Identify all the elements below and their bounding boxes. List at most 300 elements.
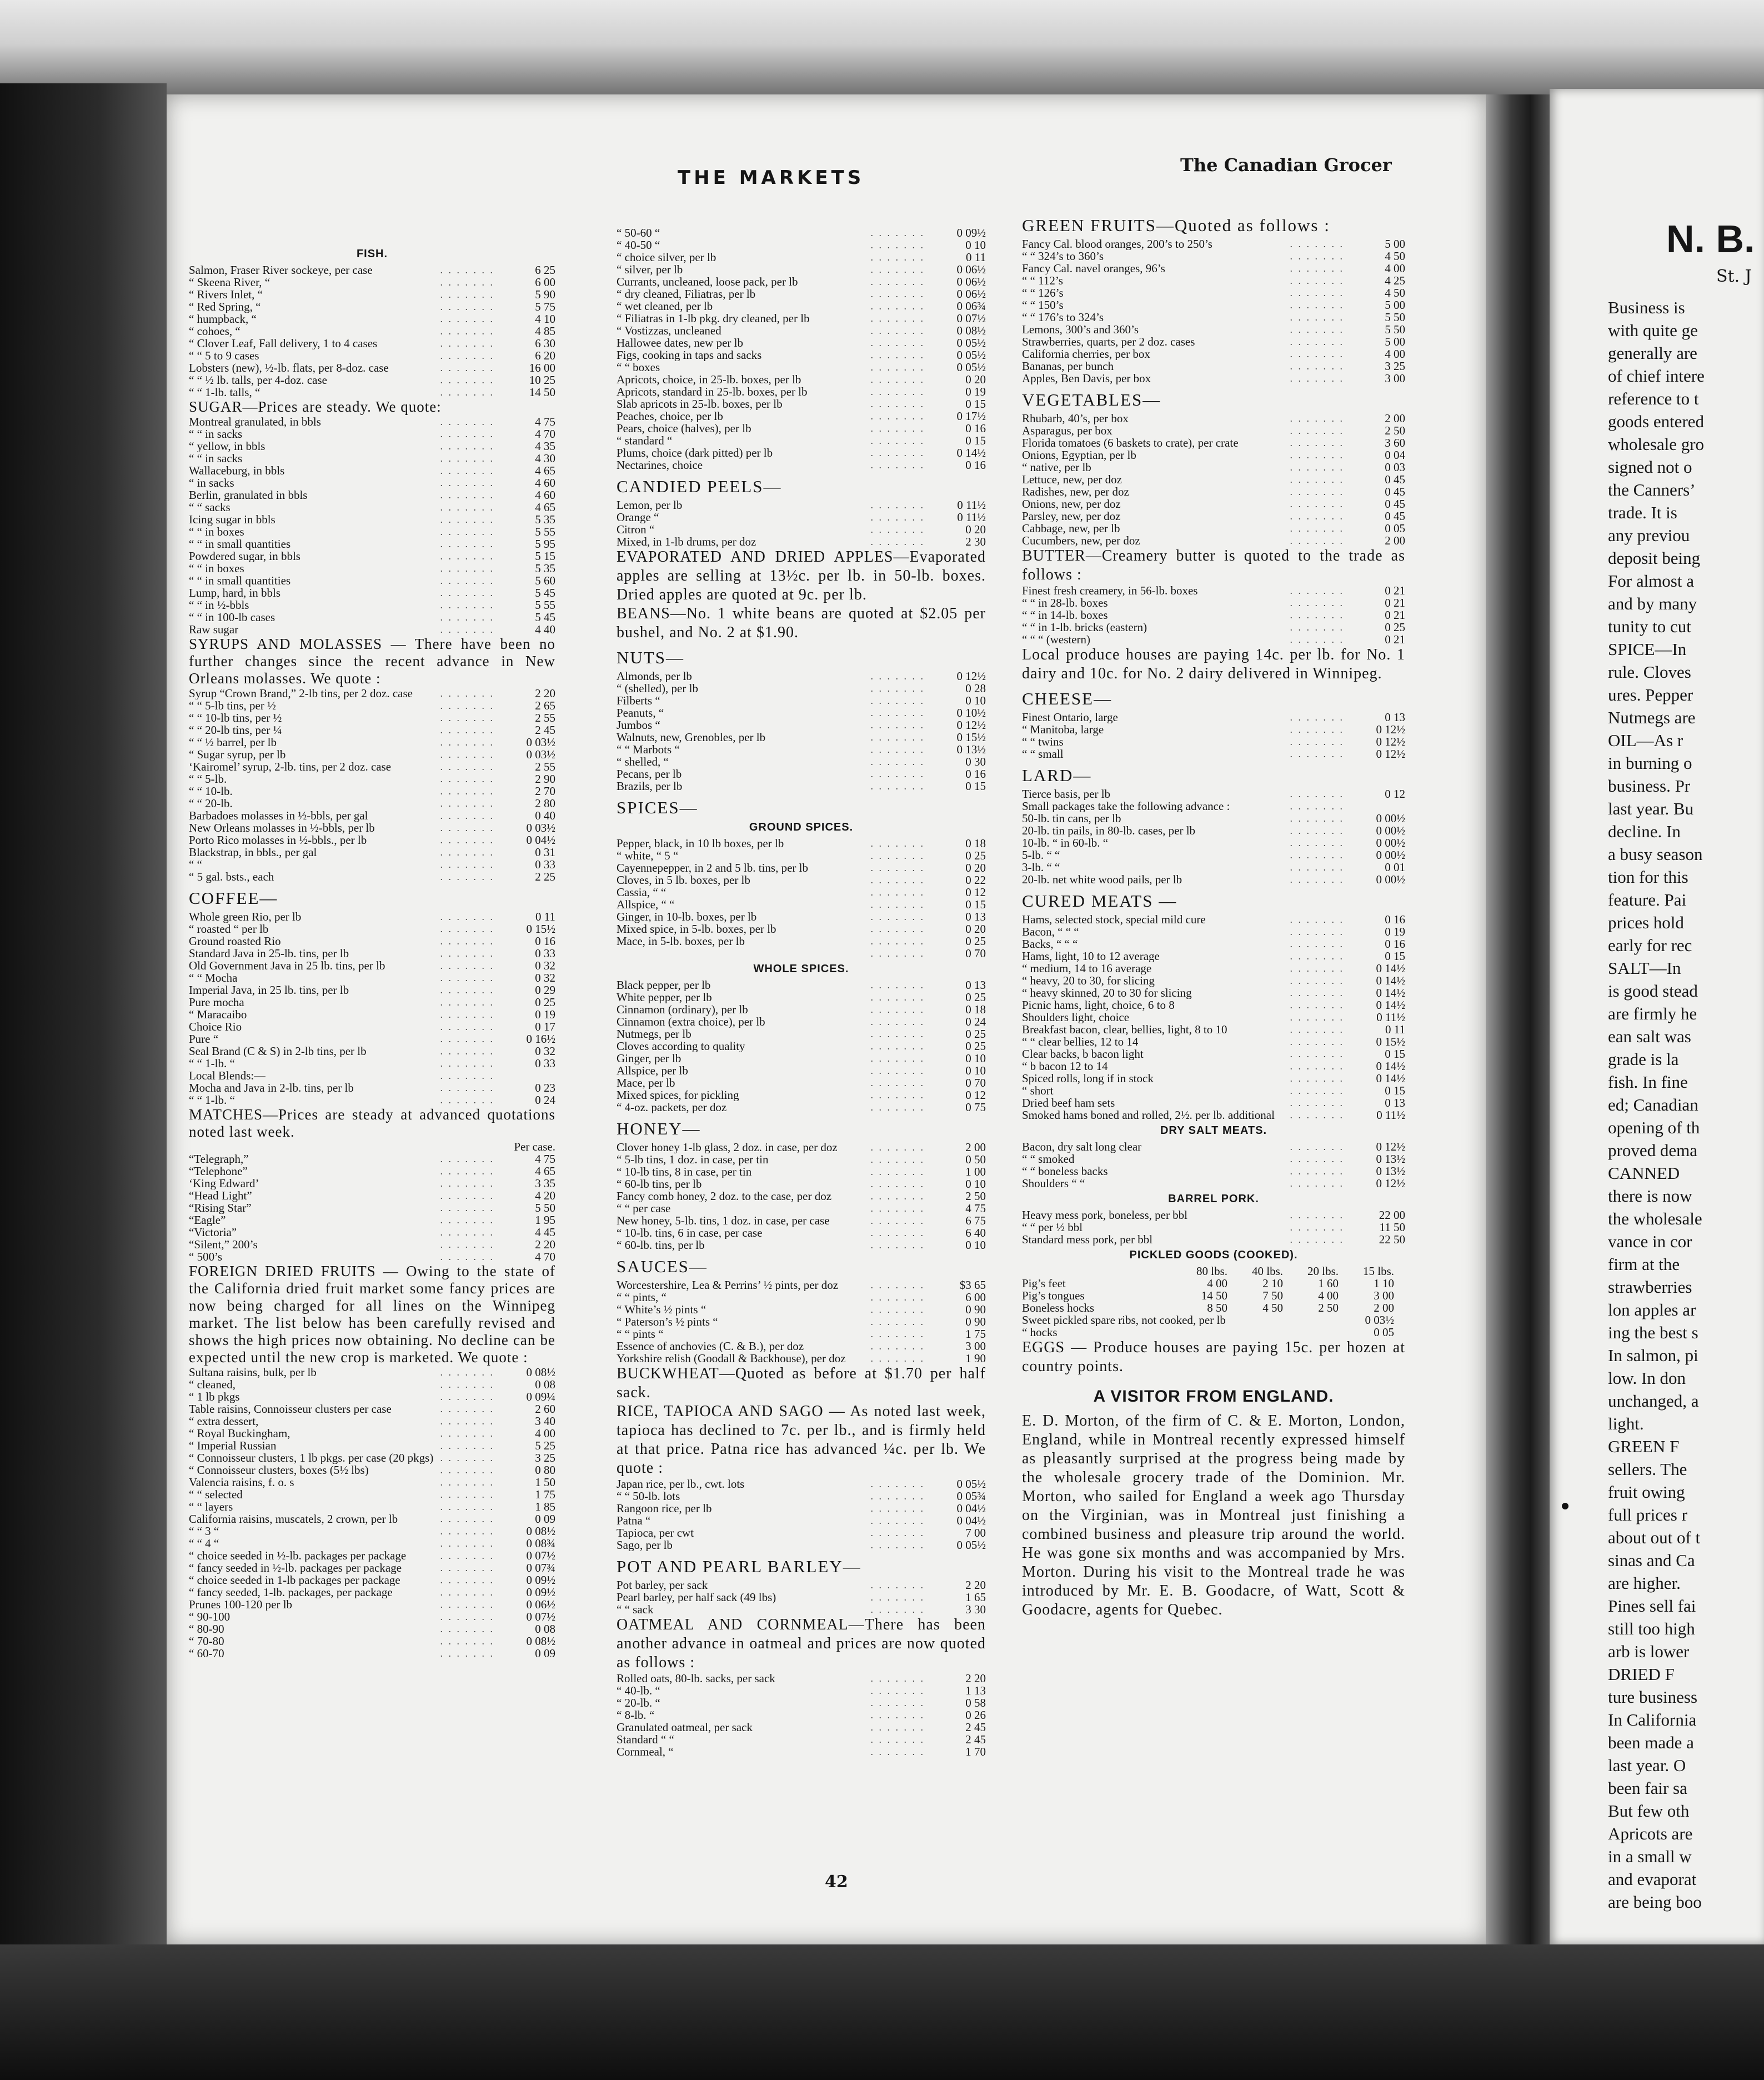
item-label: Valencia raisins, f. o. s — [189, 1476, 294, 1488]
item-label: Lobsters (new), ½-lb. flats, per 8-doz. case — [189, 362, 389, 374]
item-label: Mixed, in 1-lb drums, per doz — [617, 536, 756, 548]
item-label: Pecans, per lb — [617, 768, 682, 780]
item-label: Mixed spices, for pickling — [617, 1089, 739, 1101]
item-price: 0 13 — [1385, 1097, 1405, 1109]
item-label: Icing sugar in bbls — [189, 513, 275, 526]
item-price: 2 20 — [535, 687, 555, 699]
adjacent-page-line: DRIED F — [1608, 1664, 1675, 1684]
book-binding-gutter — [1486, 94, 1550, 1944]
leader-dots: . . . . . . . — [440, 338, 494, 349]
item-price: 0 18 — [965, 837, 986, 849]
pickled-row — [1022, 1326, 1405, 1338]
price-row — [617, 780, 986, 792]
item-price: 0 11½ — [1376, 1011, 1405, 1023]
item-price: 14 50 — [529, 386, 555, 398]
leader-dots: . . . . . . . — [440, 350, 494, 361]
adjacent-page-line: fish. In fine — [1608, 1072, 1688, 1092]
item-price: 5 55 — [535, 526, 555, 538]
item-label: “ “ 10-lb. — [189, 785, 233, 797]
item-price: 0 12 — [1385, 788, 1405, 800]
leader-dots: . . . . . . . — [870, 325, 925, 336]
price-row — [189, 1251, 555, 1263]
item-label: “ 80-90 — [189, 1623, 224, 1635]
item-label: “ Vostizzas, uncleaned — [617, 324, 721, 337]
item-price: 0 09½ — [956, 227, 986, 239]
item-price: 1 70 — [965, 1746, 986, 1758]
leader-dots: . . . . . . . — [1290, 1166, 1344, 1177]
price-row — [189, 574, 555, 587]
item-label: Slab apricots in 25-lb. boxes, per lb — [617, 398, 783, 410]
item-label: “ 20-lb. “ — [617, 1697, 660, 1709]
item-label: Japan rice, per lb., cwt. lots — [617, 1478, 745, 1490]
pickled-col-header: 80 lbs. — [1196, 1265, 1227, 1277]
item-label: “ “ 112’s — [1022, 274, 1063, 287]
item-label: “ Connoisseur clusters, boxes (5½ lbs) — [189, 1464, 369, 1476]
leader-dots: . . . . . . . — [870, 707, 925, 718]
item-label: Table raisins, Connoisseur clusters per case — [189, 1403, 392, 1415]
price-row — [189, 972, 555, 984]
item-price: 0 13½ — [1376, 1165, 1405, 1177]
leader-dots: . . . . . . . — [870, 1515, 925, 1526]
item-label: “Telephone” — [189, 1165, 248, 1177]
item-price: 5 25 — [535, 1439, 555, 1452]
leader-dots: . . . . . . . — [440, 1391, 494, 1402]
price-row — [1022, 962, 1405, 974]
price-row — [1022, 1209, 1405, 1221]
price-row — [1022, 424, 1405, 437]
adjacent-page-line: wholesale gro — [1608, 434, 1705, 454]
price-row — [189, 996, 555, 1008]
leader-dots: . . . . . . . — [1290, 1141, 1344, 1152]
item-price: 2 10 — [1262, 1277, 1283, 1289]
item-price: 1 13 — [965, 1684, 986, 1697]
item-label: Nutmegs, per lb — [617, 1028, 691, 1040]
item-label: “Eagle” — [189, 1214, 226, 1226]
item-label: Apricots, standard in 25-lb. boxes, per lb — [617, 386, 808, 398]
price-row — [617, 862, 986, 874]
leader-dots: . . . . . . . — [440, 538, 494, 549]
leader-dots: . . . . . . . — [870, 423, 925, 434]
adjacent-page-line: early for rec — [1608, 936, 1692, 955]
item-price: 0 01 — [1385, 861, 1405, 873]
item-label: “ “ selected — [189, 1488, 243, 1501]
adjacent-page-line: goods entered — [1608, 412, 1705, 431]
leader-dots: . . . . . . . — [870, 1604, 925, 1615]
price-row — [1022, 372, 1405, 384]
item-price: 0 09 — [535, 1513, 555, 1525]
leader-dots: . . . . . . . — [1290, 373, 1344, 384]
price-row — [1022, 348, 1405, 360]
price-row — [189, 288, 555, 301]
price-row — [617, 756, 986, 768]
price-row — [1022, 1097, 1405, 1109]
item-label: Pot barley, per sack — [617, 1579, 708, 1591]
item-label: Hallowee dates, new per lb — [617, 337, 743, 349]
price-row — [189, 1537, 555, 1549]
leader-dots: . . . . . . . — [870, 398, 925, 409]
leader-dots: . . . . . . . — [440, 847, 494, 858]
item-label: Citron “ — [617, 523, 655, 536]
item-price: 0 12½ — [1376, 736, 1405, 748]
price-row — [617, 1214, 986, 1227]
price-row — [617, 707, 986, 719]
item-price: 4 00 — [1385, 262, 1405, 274]
item-price: 0 08 — [535, 1378, 555, 1391]
price-row — [189, 1415, 555, 1427]
item-label: Rolled oats, 80-lb. sacks, per sack — [617, 1672, 775, 1684]
item-price: 0 23 — [535, 1082, 555, 1094]
price-row — [189, 1464, 555, 1476]
price-row — [617, 1101, 986, 1113]
item-price: $3 65 — [959, 1279, 986, 1291]
item-label: “ Sugar syrup, per lb — [189, 748, 286, 761]
price-row — [617, 1697, 986, 1709]
leader-dots: . . . . . . . — [440, 416, 494, 427]
item-price: 1 90 — [965, 1352, 986, 1364]
item-label: “ “ Marbots “ — [617, 743, 680, 756]
item-label: Mixed spice, in 5-lb. boxes, per lb — [617, 923, 776, 935]
price-row — [189, 1501, 555, 1513]
item-label: “ cohoes, “ — [189, 325, 240, 337]
price-row — [189, 337, 555, 349]
item-label: “ choice seeded in 1-lb packages per package — [189, 1574, 400, 1586]
item-price: 5 75 — [535, 301, 555, 313]
item-price: 22 50 — [1379, 1233, 1405, 1246]
item-label: “ in sacks — [189, 477, 234, 489]
price-row — [189, 1513, 555, 1525]
nuts-heading: NUTS— — [617, 648, 684, 667]
leader-dots: . . . . . . . — [440, 1452, 494, 1463]
price-row — [617, 1016, 986, 1028]
price-row — [617, 1328, 986, 1340]
item-label: Finest Ontario, large — [1022, 711, 1118, 723]
price-row — [617, 1514, 986, 1527]
price-row — [617, 447, 986, 459]
item-price: 0 13½ — [956, 743, 986, 756]
adjacent-page-line: Apricots are — [1608, 1824, 1693, 1843]
price-row — [189, 374, 555, 386]
price-row — [1022, 1109, 1405, 1121]
price-row — [1022, 498, 1405, 510]
item-price: 0 20 — [965, 862, 986, 874]
item-label: “Telegraph,” — [189, 1153, 249, 1165]
leader-dots: . . . . . . . — [1290, 849, 1344, 861]
leader-dots: . . . . . . . — [1290, 275, 1344, 286]
item-label: “ choice silver, per lb — [617, 251, 716, 263]
leader-dots: . . . . . . . — [1290, 724, 1344, 735]
column-2 — [617, 227, 986, 1758]
adjacent-page-line: OIL—As r — [1608, 731, 1683, 750]
leader-dots: . . . . . . . — [440, 724, 494, 736]
price-row — [617, 1077, 986, 1089]
leader-dots: . . . . . . . — [440, 737, 494, 748]
item-price: 3 25 — [1385, 360, 1405, 372]
item-label: 10-lb. “ in 60-lb. “ — [1022, 837, 1109, 849]
scan-background-bottom — [0, 1944, 1764, 2080]
item-label: “ “ 3 “ — [189, 1525, 219, 1537]
pickled-row — [1022, 1314, 1405, 1326]
price-row — [189, 477, 555, 489]
ink-dot — [1562, 1503, 1568, 1509]
leader-dots: . . . . . . . — [870, 1142, 925, 1153]
leader-dots: . . . . . . . — [870, 1592, 925, 1603]
price-row — [189, 1008, 555, 1021]
leader-dots: . . . . . . . — [440, 1379, 494, 1390]
item-price: 2 00 — [1385, 412, 1405, 424]
leader-dots: . . . . . . . — [1290, 1109, 1344, 1121]
item-price: 5 60 — [535, 574, 555, 587]
visitor-article-body: E. D. Morton, of the firm of C. & E. Morton, London, England, while in Montreal recently expressed himself as pleasantly surprised at the progress being made by the wholesale grocery trade of the Dominion. Mr. Morton, who sailed for England a week ago Thursday on the Virginian, was in Montreal just finishing a combined business and pleasure trip around the world. He was gone six months and was accompanied by Mrs. Morton. During his visit to the Montreal trade he was introduced by Mr. E. B. Goodacre, of Watt, Scott & Goodacre, agents for Quebec. — [1022, 1412, 1405, 1618]
price-row — [1022, 437, 1405, 449]
item-label: Montreal granulated, in bbls — [189, 416, 321, 428]
item-price: 0 05¾ — [956, 1490, 986, 1502]
column-1 — [189, 244, 555, 1659]
item-label: “ yellow, in bbls — [189, 440, 265, 452]
item-label: Picnic hams, light, choice, 6 to 8 — [1022, 999, 1175, 1011]
price-row — [189, 526, 555, 538]
leader-dots: . . . . . . . — [870, 435, 925, 446]
item-price: 5 35 — [535, 562, 555, 574]
item-label: “ extra dessert, — [189, 1415, 259, 1427]
item-price: 3 25 — [535, 1452, 555, 1464]
leader-dots: . . . . . . . — [1290, 788, 1344, 799]
item-price: 0 26 — [965, 1709, 986, 1721]
price-row — [189, 1057, 555, 1069]
item-label: Imperial Java, in 25 lb. tins, per lb — [189, 984, 349, 996]
item-label: “ 50-60 “ — [617, 227, 660, 239]
adjacent-page-line: with quite ge — [1608, 321, 1698, 340]
item-label: “ “ Mocha — [189, 972, 238, 984]
leader-dots: . . . . . . . — [870, 1685, 925, 1696]
adjacent-page-line: and evaporat — [1608, 1869, 1697, 1889]
price-row — [189, 501, 555, 513]
leader-dots: . . . . . . . — [440, 502, 494, 513]
item-label: Fancy Cal. navel oranges, 96’s — [1022, 262, 1165, 274]
item-label: New Orleans molasses in ½-bbls, per lb — [189, 822, 375, 834]
item-price: 0 12 — [965, 886, 986, 898]
item-price: 5 45 — [535, 611, 555, 623]
item-label: Filberts “ — [617, 694, 660, 707]
leader-dots: . . . . . . . — [440, 871, 494, 882]
price-row — [1022, 534, 1405, 547]
item-label: Blackstrap, in bbls., per gal — [189, 846, 317, 858]
honey-heading: HONEY— — [617, 1119, 701, 1138]
price-row — [189, 1476, 555, 1488]
item-label: “ shelled, “ — [617, 756, 669, 768]
adjacent-page-line: CANNED — [1608, 1163, 1680, 1183]
item-price: 0 12½ — [956, 719, 986, 731]
leader-dots: . . . . . . . — [440, 477, 494, 488]
column-3 — [1022, 210, 1405, 1619]
item-label: “ (shelled), per lb — [617, 682, 698, 694]
item-label: Rhubarb, 40’s, per box — [1022, 412, 1129, 424]
item-label: Apples, Ben Davis, per box — [1022, 372, 1151, 384]
item-price: 0 80 — [535, 1464, 555, 1476]
item-price: 4 10 — [535, 313, 555, 325]
adjacent-page-line: SALT—In — [1608, 958, 1681, 978]
item-label: Granulated oatmeal, per sack — [617, 1721, 753, 1733]
item-label: Black pepper, per lb — [617, 979, 711, 991]
item-label: “ Rivers Inlet, “ — [189, 288, 263, 301]
item-label: Bacon, dry salt long clear — [1022, 1141, 1142, 1153]
item-price: 0 16½ — [526, 1033, 555, 1045]
item-label: Pearl barley, per half sack (49 lbs) — [617, 1591, 776, 1603]
leader-dots: . . . . . . . — [870, 923, 925, 934]
leader-dots: . . . . . . . — [440, 289, 494, 300]
item-price: 6 20 — [535, 349, 555, 362]
leader-dots: . . . . . . . — [1290, 1209, 1344, 1221]
item-label: “ standard “ — [617, 434, 673, 447]
price-row — [189, 947, 555, 959]
item-label: Powdered sugar, in bbls — [189, 550, 300, 562]
item-price: 0 11 — [535, 911, 555, 923]
leader-dots: . . . . . . . — [440, 1513, 494, 1524]
item-price: 7 00 — [965, 1527, 986, 1539]
price-row — [189, 1391, 555, 1403]
price-row — [617, 1153, 986, 1166]
item-price: 6 00 — [535, 276, 555, 288]
leader-dots: . . . . . . . — [870, 1004, 925, 1015]
leader-dots: . . . . . . . — [440, 1070, 494, 1081]
price-row — [1022, 510, 1405, 522]
price-row — [1022, 1233, 1405, 1246]
price-row — [1022, 1221, 1405, 1233]
price-row — [617, 1064, 986, 1077]
price-row — [617, 1684, 986, 1697]
price-row — [617, 1239, 986, 1251]
leader-dots: . . . . . . . — [1290, 813, 1344, 824]
pickled-row — [1022, 1277, 1405, 1289]
leader-dots: . . . . . . . — [870, 1178, 925, 1189]
leader-dots: . . . . . . . — [440, 526, 494, 537]
price-row — [189, 313, 555, 325]
adjacent-page-line: a busy season — [1608, 844, 1703, 864]
item-price: 3 30 — [965, 1603, 986, 1616]
price-row — [1022, 926, 1405, 938]
item-label: Lemon, per lb — [617, 499, 683, 511]
item-price: 0 10 — [965, 1052, 986, 1064]
item-label: Cornmeal, “ — [617, 1746, 674, 1758]
adjacent-page-text — [1550, 296, 1764, 1913]
price-row — [1022, 1036, 1405, 1048]
price-row — [1022, 1011, 1405, 1023]
matches-paragraph: MATCHES—Prices are steady at advanced quotations noted last week. — [189, 1106, 555, 1140]
leader-dots: . . . . . . . — [1290, 474, 1344, 485]
item-label: “ Clover Leaf, Fall delivery, 1 to 4 cases — [189, 337, 378, 349]
item-label: Ground roasted Rio — [189, 935, 281, 947]
leader-dots: . . . . . . . — [1290, 1073, 1344, 1084]
adjacent-page-line: tion for this — [1608, 867, 1688, 887]
item-label: “ “ in 14-lb. boxes — [1022, 609, 1108, 621]
item-price: 2 00 — [1385, 534, 1405, 547]
price-row — [1022, 950, 1405, 962]
leader-dots: . . . . . . . — [440, 1227, 494, 1238]
leader-dots: . . . . . . . — [1290, 975, 1344, 986]
item-label: “ Filiatras in 1-lb pkg. dry cleaned, per lb — [617, 312, 810, 324]
pickled-row — [1022, 1289, 1405, 1302]
price-row — [1022, 913, 1405, 926]
adjacent-page-line: been made a — [1608, 1733, 1694, 1752]
item-price: 0 00½ — [1376, 824, 1405, 837]
item-price: 0 08¾ — [526, 1537, 555, 1549]
leader-dots: . . . . . . . — [870, 349, 925, 361]
item-label: Spiced rolls, long if in stock — [1022, 1072, 1154, 1084]
item-price: 5 00 — [1385, 336, 1405, 348]
price-row — [189, 1574, 555, 1586]
item-price: 0 16 — [535, 935, 555, 947]
item-label: Small packages take the following advance : — [1022, 800, 1230, 812]
item-price: 0 25 — [965, 849, 986, 862]
item-label: Mace, per lb — [617, 1077, 675, 1089]
leader-dots: . . . . . . . — [1290, 462, 1344, 473]
item-label: “ short — [1022, 1084, 1054, 1097]
item-price: 0 16 — [1385, 913, 1405, 926]
price-row — [189, 1238, 555, 1251]
leader-dots: . . . . . . . — [440, 688, 494, 699]
price-row — [189, 773, 555, 785]
item-price: 0 10 — [965, 1239, 986, 1251]
item-price: 0 04½ — [956, 1502, 986, 1514]
item-price: 4 00 — [1318, 1289, 1339, 1302]
price-row — [1022, 938, 1405, 950]
item-label: “Head Light” — [189, 1189, 252, 1202]
item-price: 10 25 — [529, 374, 555, 386]
item-price: 4 75 — [535, 1153, 555, 1165]
leader-dots: . . . . . . . — [440, 1153, 494, 1164]
price-row — [189, 699, 555, 712]
item-price: 2 20 — [965, 1672, 986, 1684]
item-label: New honey, 5-lb. tins, 1 doz. in case, per case — [617, 1214, 830, 1227]
pickled-goods-heading: PICKLED GOODS (COOKED). — [1129, 1249, 1298, 1261]
item-label: “ humpback, “ — [189, 313, 257, 325]
price-row — [617, 239, 986, 251]
item-label: Apricots, choice, in 25-lb. boxes, per lb — [617, 373, 801, 386]
leader-dots: . . . . . . . — [440, 1416, 494, 1427]
leader-dots: . . . . . . . — [440, 1094, 494, 1106]
item-price: 2 00 — [1374, 1302, 1394, 1314]
leader-dots: . . . . . . . — [1290, 498, 1344, 509]
item-price: 0 12½ — [1376, 1141, 1405, 1153]
adjacent-page — [1550, 89, 1764, 1944]
adjacent-page-line: opening of th — [1608, 1118, 1700, 1137]
price-row — [1022, 1141, 1405, 1153]
leader-dots: . . . . . . . — [1290, 1178, 1344, 1189]
leader-dots: . . . . . . . — [870, 374, 925, 385]
item-label: Syrup “Crown Brand,” 2-lb tins, per 2 doz. case — [189, 687, 413, 699]
item-price: 4 30 — [535, 452, 555, 464]
price-row — [1022, 584, 1405, 597]
item-label: “ “ in small quantities — [189, 574, 291, 587]
price-row — [617, 1303, 986, 1316]
item-price: 0 05½ — [956, 349, 986, 361]
price-row — [1022, 1084, 1405, 1097]
adjacent-page-line: vance in cor — [1608, 1232, 1692, 1251]
price-row — [189, 911, 555, 923]
adjacent-page-line: are firmly he — [1608, 1004, 1697, 1023]
price-row — [189, 276, 555, 288]
item-label: “ “ 324’s to 360’s — [1022, 250, 1104, 262]
price-row — [189, 349, 555, 362]
price-row — [189, 362, 555, 374]
item-label: Cloves according to quality — [617, 1040, 745, 1052]
item-label: Backs, “ “ “ — [1022, 938, 1078, 950]
item-label: Brazils, per lb — [617, 780, 683, 792]
adjacent-page-line: the Canners’ — [1608, 480, 1696, 499]
item-label: “ “ ½ barrel, per lb — [189, 736, 277, 748]
item-label: “ 60-lb tins, per lb — [617, 1178, 702, 1190]
item-price: 0 21 — [1385, 609, 1405, 621]
price-row — [189, 1452, 555, 1464]
